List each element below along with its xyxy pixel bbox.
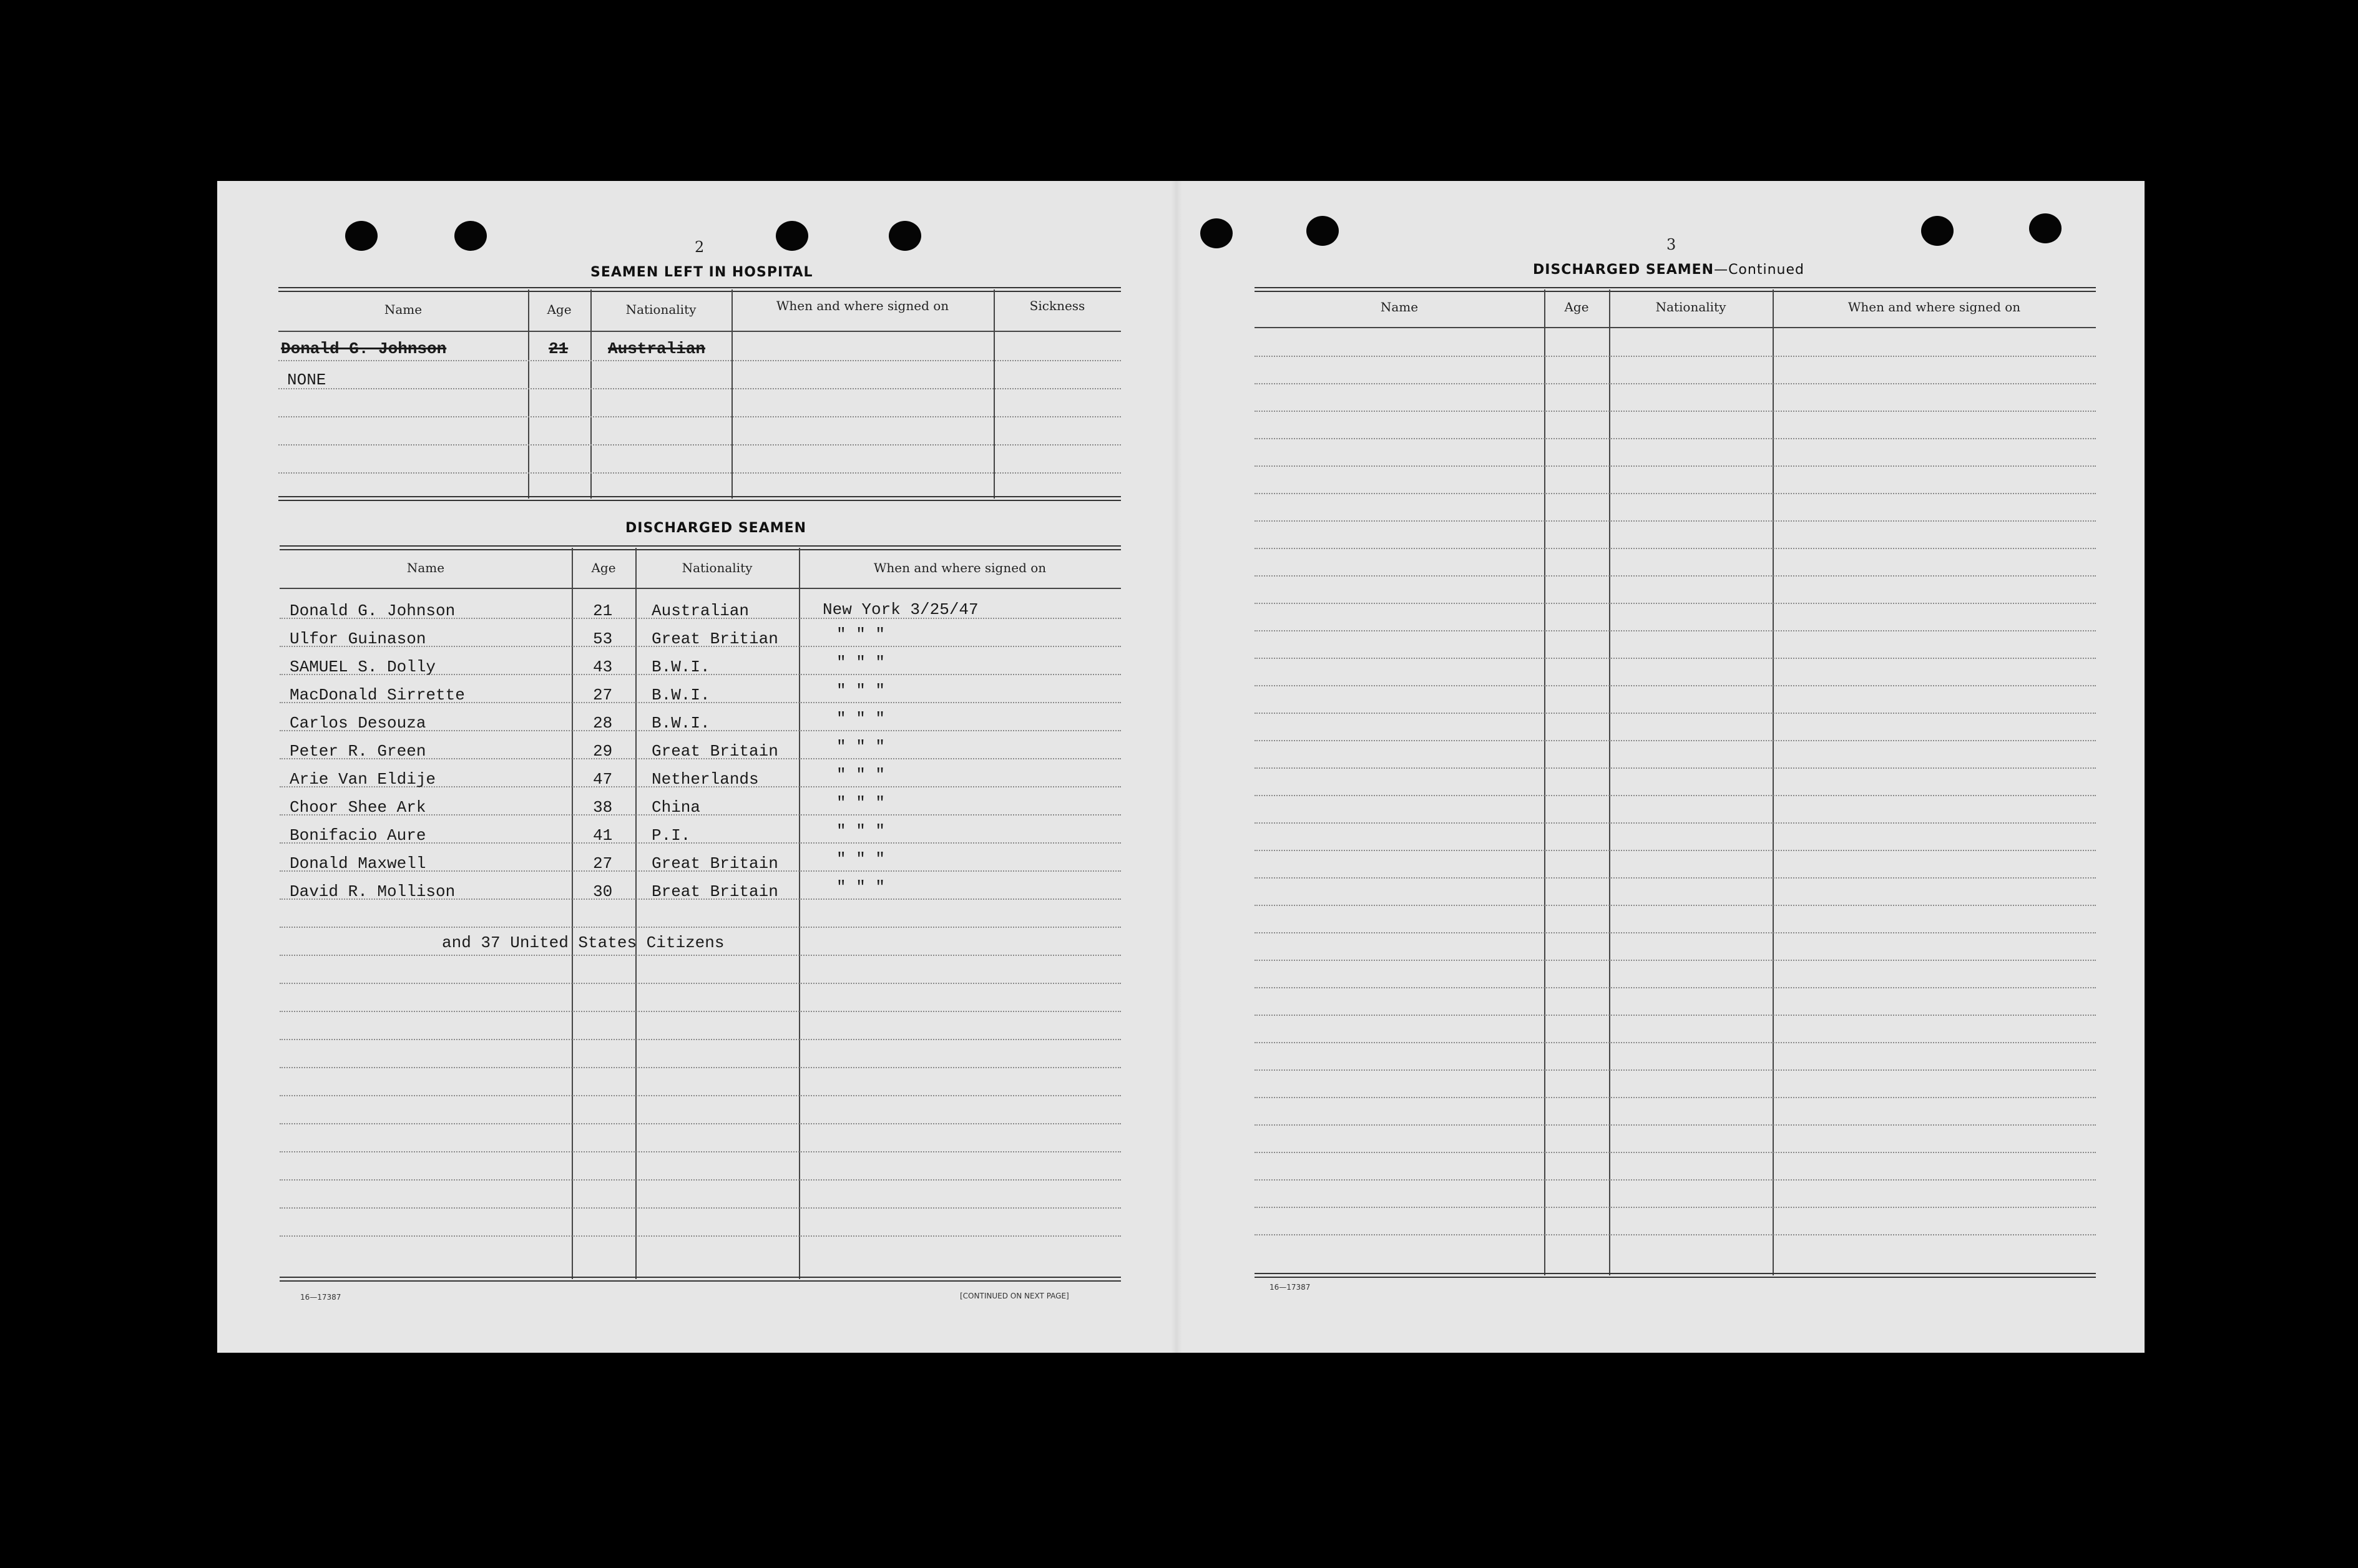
hospital-struck-nationality: Australian bbox=[608, 339, 706, 358]
table-row-name: MacDonald Sirrette bbox=[290, 686, 465, 704]
punch-hole bbox=[1200, 218, 1233, 248]
table-row-nationality: Australian bbox=[652, 601, 750, 620]
table-row-age: 27 bbox=[593, 686, 613, 704]
continued-col-signed-on: When and where signed on bbox=[1847, 299, 2021, 314]
table-row-signed-on: New York 3/25/47 bbox=[823, 600, 979, 619]
table-row-nationality: Breat Britain bbox=[652, 882, 778, 901]
table-row-nationality: Great Britian bbox=[652, 630, 778, 648]
table-row-name: Bonifacio Aure bbox=[290, 826, 426, 845]
hospital-table bbox=[278, 287, 1121, 502]
discharged-section-title: DISCHARGED SEAMEN bbox=[625, 520, 807, 536]
hospital-section-title: SEAMEN LEFT IN HOSPITAL bbox=[590, 265, 813, 280]
table-row-age: 41 bbox=[593, 826, 613, 845]
continued-col-name: Name bbox=[1380, 299, 1419, 314]
hospital-col-signed-on: When and where signed on bbox=[776, 298, 949, 313]
table-row-age: 29 bbox=[593, 742, 613, 761]
hospital-none-entry: NONE bbox=[287, 371, 326, 389]
discharged-table bbox=[280, 545, 1121, 1279]
table-row-signed-on: " " " bbox=[836, 878, 886, 897]
table-row-signed-on: " " " bbox=[836, 738, 886, 756]
discharged-continued-title bbox=[1533, 262, 1804, 278]
punch-hole bbox=[454, 221, 487, 251]
table-row-nationality: Great Britain bbox=[652, 854, 778, 873]
discharged-continued-suffix: —Continued bbox=[1714, 262, 1804, 278]
table-row-name: Peter R. Green bbox=[290, 742, 426, 761]
discharged-col-signed-on: When and where signed on bbox=[873, 560, 1047, 575]
hospital-col-sickness: Sickness bbox=[1029, 298, 1085, 313]
table-row-signed-on: " " " bbox=[836, 625, 886, 644]
table-row-name: Ulfor Guinason bbox=[290, 630, 426, 648]
table-row-age: 27 bbox=[593, 854, 613, 873]
punch-hole bbox=[2029, 213, 2062, 243]
table-row-age: 47 bbox=[593, 770, 613, 789]
table-row-age: 53 bbox=[593, 630, 613, 648]
hospital-struck-name: Donald G. Johnson bbox=[281, 339, 447, 358]
right-form-number: 16—17387 bbox=[1270, 1283, 1311, 1292]
table-row-name: Carlos Desouza bbox=[290, 714, 426, 733]
table-row-age: 21 bbox=[593, 601, 613, 620]
continued-col-age: Age bbox=[1564, 299, 1589, 314]
table-row-signed-on: " " " bbox=[836, 766, 886, 784]
table-row-name: SAMUEL S. Dolly bbox=[290, 658, 436, 676]
table-row-nationality: China bbox=[652, 798, 701, 817]
table-row-signed-on: " " " bbox=[836, 709, 886, 728]
table-row-nationality: Great Britain bbox=[652, 742, 778, 761]
table-row-name: Donald Maxwell bbox=[290, 854, 426, 873]
table-row-age: 30 bbox=[593, 882, 613, 901]
discharged-col-nationality: Nationality bbox=[682, 560, 753, 575]
table-row-signed-on: " " " bbox=[836, 794, 886, 812]
left-page-number: 2 bbox=[695, 238, 705, 256]
table-row-age: 43 bbox=[593, 658, 613, 676]
us-citizens-note: and 37 United States Citizens bbox=[442, 933, 725, 952]
table-row-nationality: B.W.I. bbox=[652, 714, 710, 733]
table-row-age: 28 bbox=[593, 714, 613, 733]
table-row-name: David R. Mollison bbox=[290, 882, 456, 901]
hospital-col-age: Age bbox=[547, 302, 572, 317]
table-row-nationality: P.I. bbox=[652, 826, 691, 845]
punch-hole bbox=[889, 221, 921, 251]
table-row-nationality: Netherlands bbox=[652, 770, 759, 789]
punch-hole bbox=[1921, 216, 1954, 246]
table-row-signed-on: " " " bbox=[836, 653, 886, 672]
hospital-struck-age: 21 bbox=[549, 339, 569, 358]
discharged-continued-table bbox=[1255, 287, 2096, 1279]
punch-hole bbox=[1306, 216, 1339, 246]
manifest-paper bbox=[217, 181, 2145, 1353]
table-row-name: Arie Van Eldije bbox=[290, 770, 436, 789]
left-form-number: 16—17387 bbox=[300, 1293, 341, 1302]
hospital-col-name: Name bbox=[384, 302, 423, 317]
table-row-name: Choor Shee Ark bbox=[290, 798, 426, 817]
discharged-col-name: Name bbox=[406, 560, 445, 575]
punch-hole bbox=[345, 221, 378, 251]
table-row-signed-on: " " " bbox=[836, 822, 886, 840]
table-row-nationality: B.W.I. bbox=[652, 658, 710, 676]
continued-col-nationality: Nationality bbox=[1655, 299, 1726, 314]
table-row-age: 38 bbox=[593, 798, 613, 817]
hospital-col-nationality: Nationality bbox=[625, 302, 697, 317]
discharged-col-age: Age bbox=[591, 560, 616, 575]
right-page-number: 3 bbox=[1666, 236, 1676, 253]
punch-hole bbox=[776, 221, 808, 251]
table-row-signed-on: " " " bbox=[836, 681, 886, 700]
continued-note: [CONTINUED ON NEXT PAGE] bbox=[960, 1292, 1069, 1300]
table-row-signed-on: " " " bbox=[836, 850, 886, 869]
discharged-continued-main: DISCHARGED SEAMEN bbox=[1533, 262, 1715, 278]
table-row-nationality: B.W.I. bbox=[652, 686, 710, 704]
table-row-name: Donald G. Johnson bbox=[290, 601, 456, 620]
